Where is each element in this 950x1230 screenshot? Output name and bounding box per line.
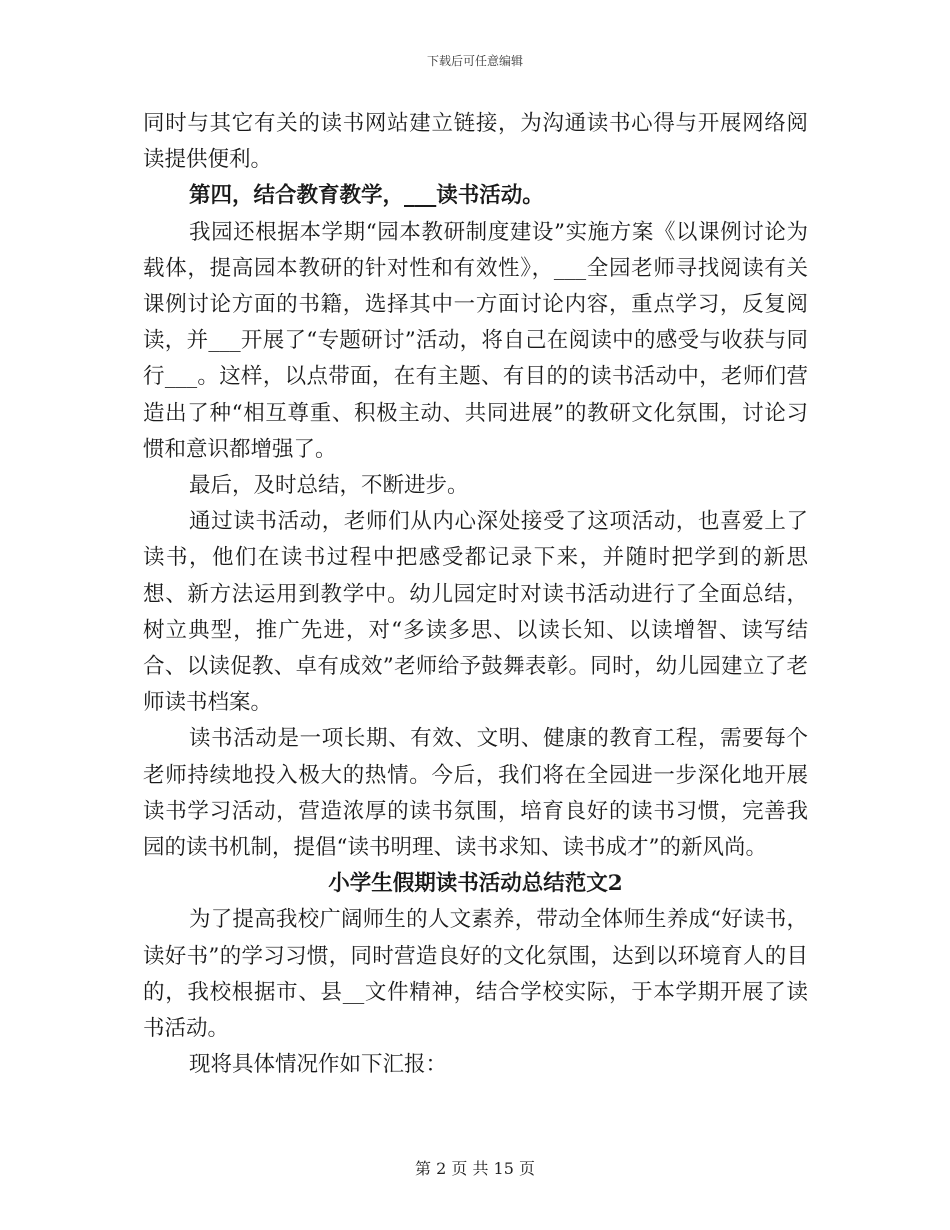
paragraph-intro-2: 为了提高我校广阔师生的人文素养，带动全体师生养成“好读书，读好书”的学习习惯，同时营造良好的文化氛围，达到以环境育人的目的，我校根据市、县__文件精神，结合学校实际，于本学期开展了读书活动。: [143, 907, 808, 1042]
page-header: 下载后可任意编辑: [426, 54, 523, 68]
page-footer: 第 2 页 共 15 页: [415, 1159, 535, 1178]
paragraph-research: 我园还根据本学期“园本教研制度建设”实施方案《以课例讨论为载体，提高园本教研的针对性和有效性》，___全园老师寻找阅读有关课例讨论方面的书籍，选择其中一方面讨论内容，重点学习，反复阅读，并___开展了“专题研讨”活动，将自己在阅读中的感受与收获与同行___。这样，以点带面，在有主题、有目的的读书活动中，老师们营造出了种“相互尊重、积极主动、共同进展”的教研文化氛围，讨论习惯和意识都增强了。: [143, 219, 808, 462]
paragraph-report-lead: 现将具体情况作如下汇报：: [189, 1052, 448, 1078]
paragraph-continuation: 同时与其它有关的读书网站建立链接，为沟通读书心得与开展网络阅读提供便利。: [143, 111, 808, 173]
paragraph-results: 通过读书活动，老师们从内心深处接受了这项活动，也喜爱上了读书，他们在读书过程中把感受都记录下来，并随时把学到的新思想、新方法运用到教学中。幼儿园定时对读书活动进行了全面总结，树立典型，推广先进，对“多读多思、以读长知、以读增智、读写结合、以读促教、卓有成效”老师给予鼓舞表彰。同时，幼儿园建立了老师读书档案。: [143, 509, 808, 716]
paragraph-summary-heading: 最后，及时总结，不断进步。: [189, 473, 469, 499]
paragraph-outlook: 读书活动是一项长期、有效、文明、健康的教育工程，需要每个老师持续地投入极大的热情。今后，我们将在全园进一步深化地开展读书学习活动，营造浓厚的读书氛围，培育良好的读书习惯，完善我园的读书机制，提倡“读书明理、读书求知、读书成才”的新风尚。: [143, 726, 808, 861]
section-heading-fourth: 第四，结合教育教学，___读书活动。: [189, 183, 544, 209]
article-title-2: 小学生假期读书活动总结范文2: [328, 871, 623, 897]
document-body: [143, 106, 808, 1083]
